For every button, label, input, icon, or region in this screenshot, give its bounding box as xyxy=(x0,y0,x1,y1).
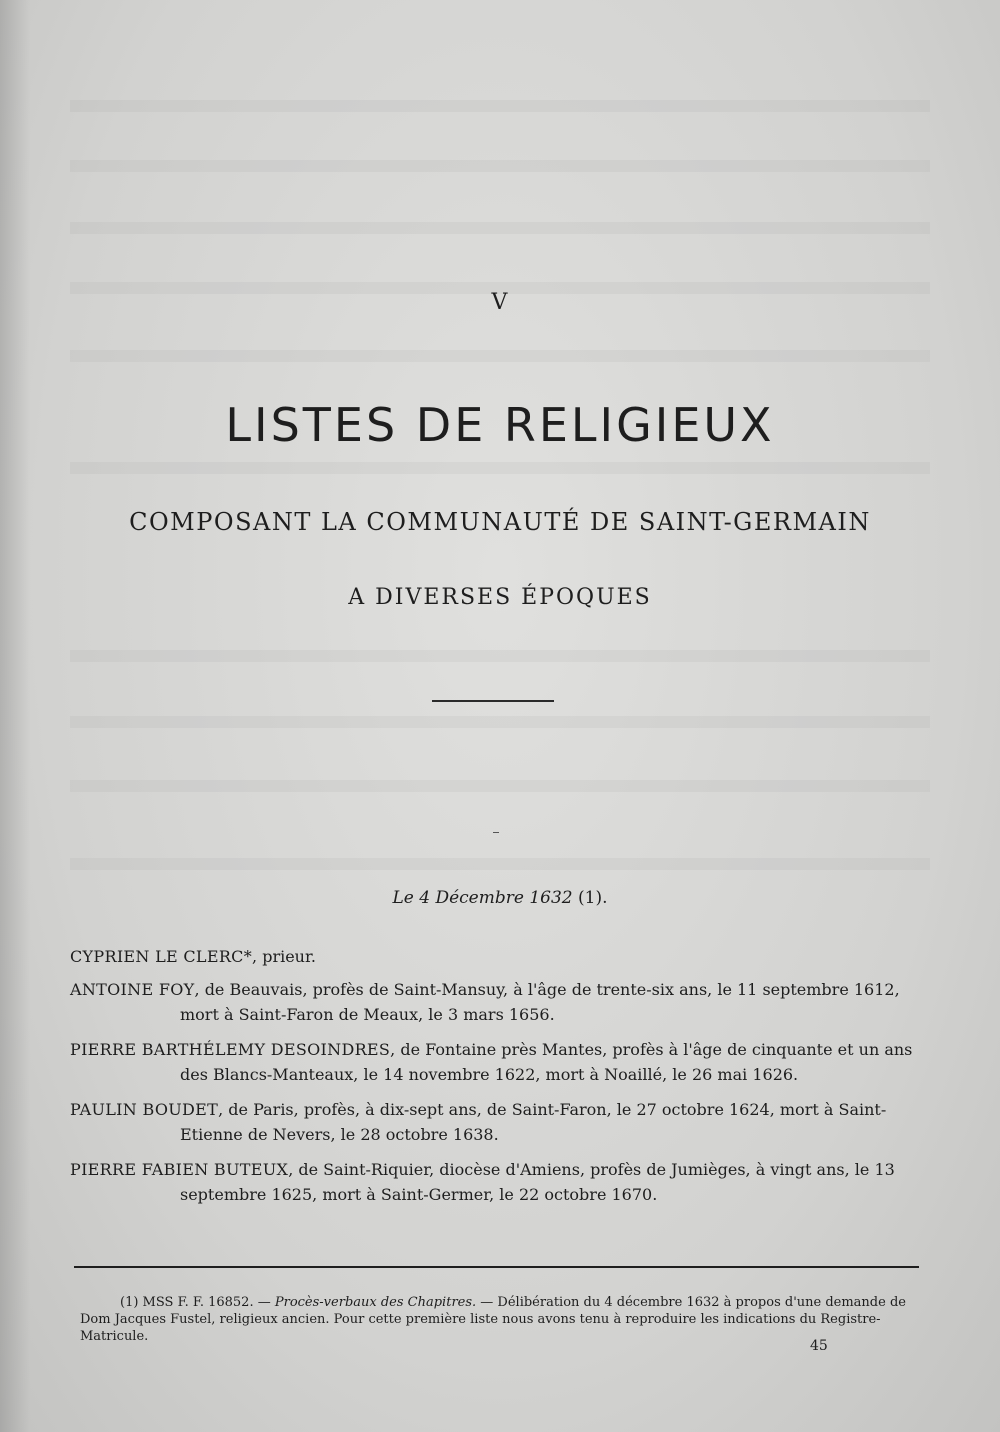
chapter-number: V xyxy=(491,290,509,315)
bleed-through-line xyxy=(70,780,930,792)
entry-text: , de Saint-Riquier, diocèse d'Amiens, profès de Jumièges, à vingt ans, le 13 septembre 1625, mort à Saint-Germer, le 22 octobre 1670. xyxy=(180,1160,895,1204)
footnote-text: — Délibération du 4 décembre 1632 à propos d'une demande de Dom Jacques Fustel, religieux ancien. Pour cette première liste nous avons tenu à reproduire les indications du Registre-Matricule. xyxy=(80,1295,906,1344)
entry-name: PAULIN BOUDET xyxy=(70,1100,219,1119)
bleed-through-line xyxy=(70,716,930,728)
section-date xyxy=(0,888,1000,908)
footnote-separator xyxy=(74,1266,919,1268)
list-item xyxy=(70,1157,920,1207)
footnote-source-title: Procès-verbaux des Chapitres. xyxy=(274,1295,477,1310)
entry-text: , de Beauvais, profès de Saint-Mansuy, à l'âge de trente-six ans, le 11 septembre 1612, mort à Saint-Faron de Meaux, le 3 mars 1656. xyxy=(180,980,900,1024)
title-divider xyxy=(432,700,554,702)
ornament-dash xyxy=(493,832,499,833)
bleed-through-line xyxy=(70,350,930,362)
scan-shadow xyxy=(0,0,30,1432)
entry-name: ANTOINE FOY xyxy=(70,980,195,999)
footnote-reference: (1). xyxy=(578,888,608,908)
list-item xyxy=(70,1037,920,1087)
chapter-title: LISTES DE RELIGIEUX xyxy=(225,398,775,452)
section-date-text: Le 4 Décembre 1632 xyxy=(392,888,573,908)
entry-name: PIERRE FABIEN BUTEUX xyxy=(70,1160,289,1179)
list-item xyxy=(70,977,920,1027)
religious-list xyxy=(70,944,920,1217)
entry-text: , prieur. xyxy=(252,947,316,966)
chapter-subtitle: COMPOSANT LA COMMUNAUTÉ DE SAINT-GERMAIN xyxy=(129,508,871,536)
bleed-through-line xyxy=(70,858,930,870)
bleed-through-line xyxy=(70,100,930,112)
footnote-prefix: (1) MSS F. F. 16852. — xyxy=(120,1295,275,1310)
bleed-through-line xyxy=(70,160,930,172)
list-item xyxy=(70,1097,920,1147)
bleed-through-line xyxy=(70,462,930,474)
footnote xyxy=(80,1294,925,1345)
list-item xyxy=(70,944,920,969)
bleed-through-line xyxy=(70,222,930,234)
chapter-subtitle-2: A DIVERSES ÉPOQUES xyxy=(348,585,652,610)
entry-text: , de Fontaine près Mantes, profès à l'âge de cinquante et un ans des Blancs-Manteaux, le 14 novembre 1622, mort à Noaillé, le 26 mai 1626. xyxy=(180,1040,913,1084)
page-number: 45 xyxy=(810,1338,828,1354)
entry-name: PIERRE BARTHÉLEMY DESOINDRES xyxy=(70,1040,391,1059)
entry-text: , de Paris, profès, à dix-sept ans, de Saint-Faron, le 27 octobre 1624, mort à Saint-Etienne de Nevers, le 28 octobre 1638. xyxy=(180,1100,887,1144)
bleed-through-line xyxy=(70,650,930,662)
entry-name: CYPRIEN LE CLERC* xyxy=(70,947,253,966)
